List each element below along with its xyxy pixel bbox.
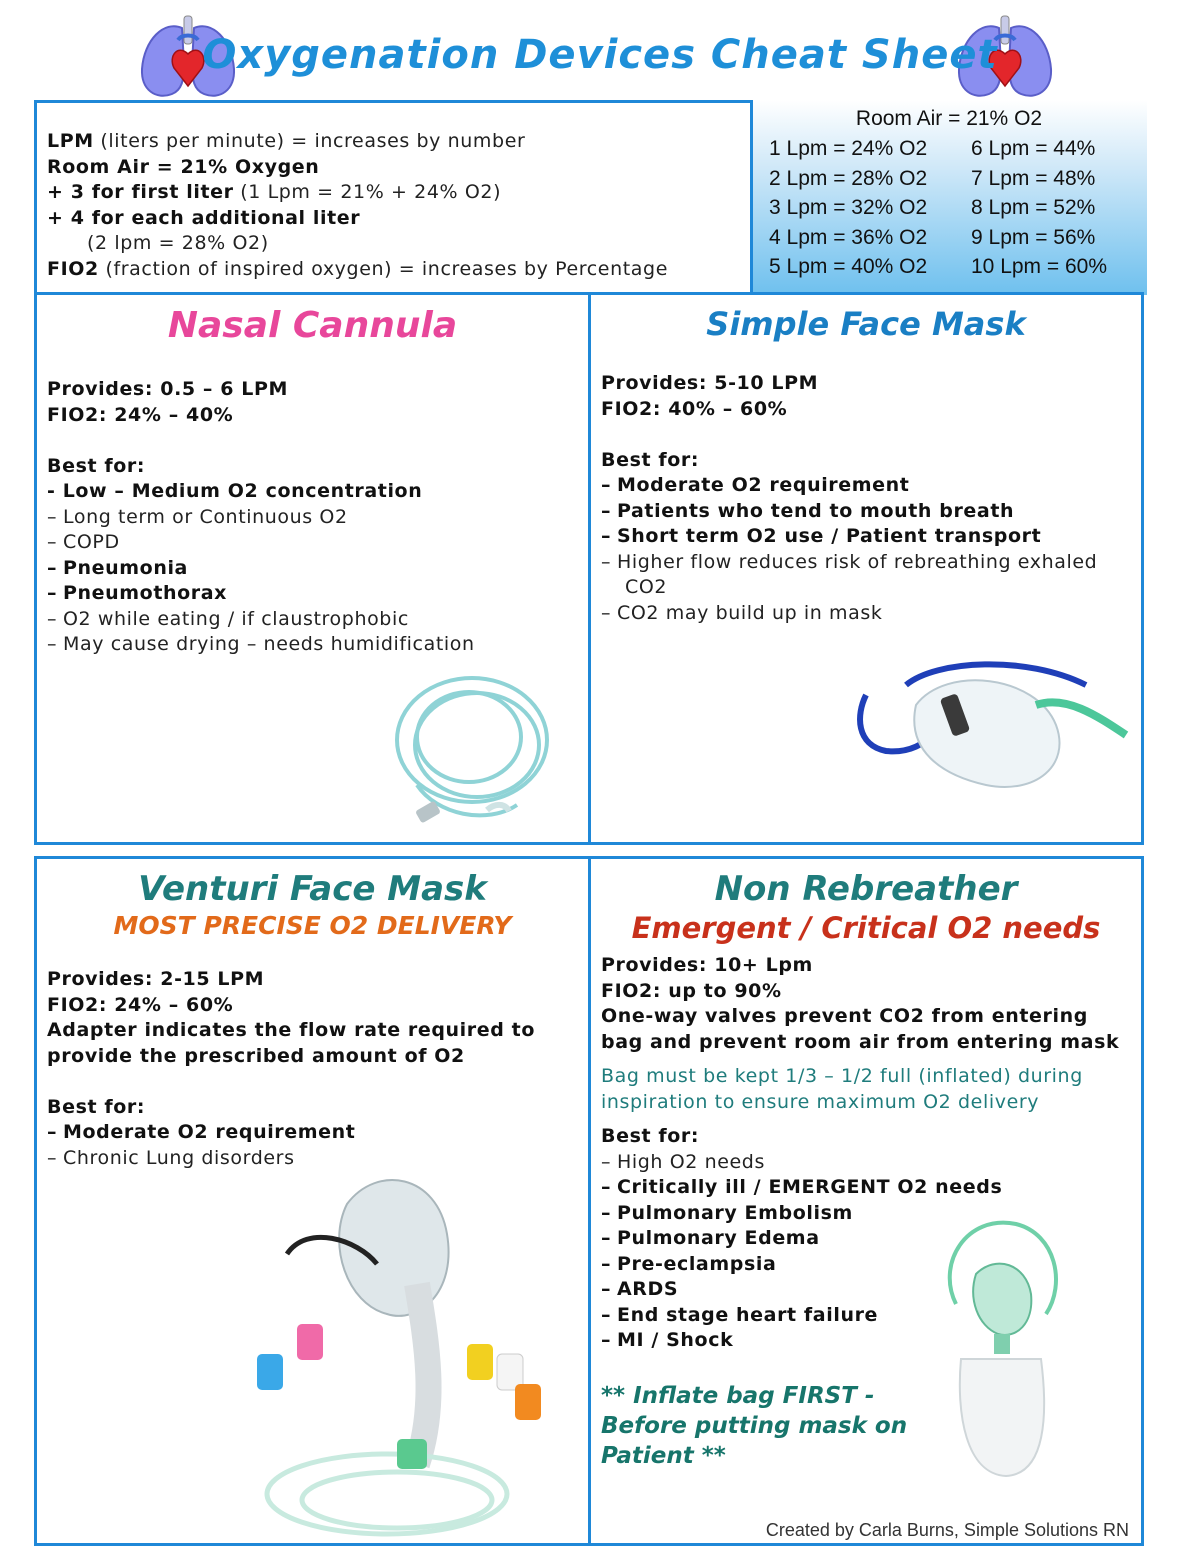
list-item: - Low – Medium O2 concentration <box>47 480 423 502</box>
simple-best-for: Best for: <box>601 448 700 471</box>
simple-title: Simple Face Mask <box>706 305 1026 343</box>
list-item: – Higher flow reduces risk of rebreathing exhaled <box>601 550 1098 573</box>
venturi-fio2: FIO2: 24% – 60% <box>47 993 234 1016</box>
list-item: – MI / Shock <box>601 1329 734 1351</box>
rate-row: 9 Lpm = 56% <box>971 225 1096 249</box>
list-item: – May cause drying – needs humidification <box>47 633 475 655</box>
nonreb-subtitle: Emergent / Critical O2 needs <box>631 911 1101 945</box>
venturi-mask-image <box>237 1144 582 1539</box>
rate-heading: Room Air = 21% O2 <box>855 107 1043 130</box>
list-item: – COPD <box>47 531 120 553</box>
list-item: – Pulmonary Edema <box>601 1227 820 1249</box>
venturi-title: Venturi Face Mask <box>138 869 487 909</box>
rate-row: 5 Lpm = 40% O2 <box>769 255 928 278</box>
venturi-face-mask-section <box>34 856 591 1546</box>
simple-provides: Provides: 5-10 LPM <box>601 372 819 394</box>
venturi-adapter-line1: Adapter indicates the flow rate required to <box>47 1019 535 1041</box>
rate-row: 1 Lpm = 24% O2 <box>769 137 928 160</box>
nasal-details <box>47 377 475 658</box>
nasal-fio2: FIO2: 24% – 40% <box>47 403 234 426</box>
simple-details <box>601 371 1097 626</box>
venturi-details <box>47 967 535 1171</box>
intro-line: Room Air = 21% Oxygen <box>47 155 320 178</box>
intro-line: FIO2 (fraction of inspired oxygen) = increases by Percentage <box>47 257 668 280</box>
intro-line: + 4 for each additional liter <box>47 206 361 229</box>
rate-column-left <box>769 134 927 282</box>
list-item: – Pulmonary Embolism <box>601 1201 853 1224</box>
nasal-provides: Provides: 0.5 – 6 LPM <box>47 378 289 400</box>
rate-row: 10 Lpm = 60% <box>971 255 1108 278</box>
rate-row: 4 Lpm = 36% O2 <box>769 225 928 249</box>
list-item: – CO2 may build up in mask <box>601 601 883 624</box>
simple-face-mask-image <box>846 655 1136 805</box>
list-item: – Patients who tend to mouth breath <box>601 499 1015 522</box>
rate-column-right <box>971 134 1107 282</box>
intro-line: (2 lpm = 28% O2) <box>87 232 269 254</box>
venturi-best-for: Best for: <box>47 1095 146 1118</box>
list-item: – Moderate O2 requirement <box>601 474 910 496</box>
list-item: – Chronic Lung disorders <box>47 1146 295 1169</box>
nonreb-bag-line2: inspiration to ensure maximum O2 delivery <box>601 1090 1040 1113</box>
nonreb-valves-line2: bag and prevent room air from entering mask <box>601 1030 1120 1053</box>
venturi-provides: Provides: 2-15 LPM <box>47 968 265 990</box>
intro-text <box>47 129 668 282</box>
list-item: – Pneumonia <box>47 556 188 579</box>
page-title: Oxygenation Devices Cheat Sheet <box>202 32 998 78</box>
nonreb-note-line3: Patient ** <box>601 1443 726 1469</box>
simple-face-mask-section <box>588 292 1144 845</box>
nonreb-title: Non Rebreather <box>714 869 1018 909</box>
nasal-cannula-section <box>34 292 591 845</box>
nasal-title: Nasal Cannula <box>167 305 458 346</box>
list-item: – Pneumothorax <box>47 582 228 604</box>
list-item: – Pre-eclampsia <box>601 1252 777 1275</box>
list-item-continued: CO2 <box>625 576 668 598</box>
list-item: – ARDS <box>601 1278 679 1300</box>
intro-line: + 3 for first liter (1 Lpm = 21% + 24% O2) <box>47 181 502 203</box>
rate-row: 7 Lpm = 48% <box>971 166 1096 190</box>
list-item: – High O2 needs <box>601 1150 765 1173</box>
rate-row: 6 Lpm = 44% <box>971 137 1096 160</box>
nonreb-provides: Provides: 10+ Lpm <box>601 954 813 976</box>
intro-section <box>34 100 1144 295</box>
simple-fio2: FIO2: 40% – 60% <box>601 397 788 420</box>
nonreb-valves-line1: One-way valves prevent CO2 from entering <box>601 1005 1088 1027</box>
nonreb-note <box>601 1381 907 1471</box>
list-item: – Long term or Continuous O2 <box>47 505 348 528</box>
venturi-subtitle: MOST PRECISE O2 DELIVERY <box>113 911 512 940</box>
non-rebreather-image <box>936 1214 1066 1484</box>
nonreb-best-for: Best for: <box>601 1125 700 1147</box>
nasal-best-for: Best for: <box>47 454 146 477</box>
list-item: – O2 while eating / if claustrophobic <box>47 607 409 630</box>
nonreb-note-line2: Before putting mask on <box>601 1413 908 1439</box>
rate-row: 3 Lpm = 32% O2 <box>769 196 928 219</box>
rate-row: 2 Lpm = 28% O2 <box>769 166 928 190</box>
intro-line: LPM (liters per minute) = increases by number <box>47 130 526 152</box>
list-item: – Short term O2 use / Patient transport <box>601 525 1042 547</box>
rate-row: 8 Lpm = 52% <box>971 196 1096 219</box>
footer-credit: Created by Carla Burns, Simple Solutions RN <box>765 1520 1129 1540</box>
venturi-adapter-line2: provide the prescribed amount of O2 <box>47 1044 465 1067</box>
nonreb-bag-line1: Bag must be kept 1/3 – 1/2 full (inflated) during <box>601 1065 1083 1087</box>
list-item: – End stage heart failure <box>601 1303 879 1326</box>
nasal-cannula-image <box>377 665 557 835</box>
rate-table <box>750 100 1147 295</box>
nonreb-note-line1: ** Inflate bag FIRST - <box>601 1383 875 1409</box>
list-item: – Critically ill / EMERGENT O2 needs <box>601 1176 1003 1198</box>
non-rebreather-section <box>588 856 1144 1546</box>
nonreb-fio2: FIO2: up to 90% <box>601 979 782 1002</box>
list-item: – Moderate O2 requirement <box>47 1121 356 1143</box>
